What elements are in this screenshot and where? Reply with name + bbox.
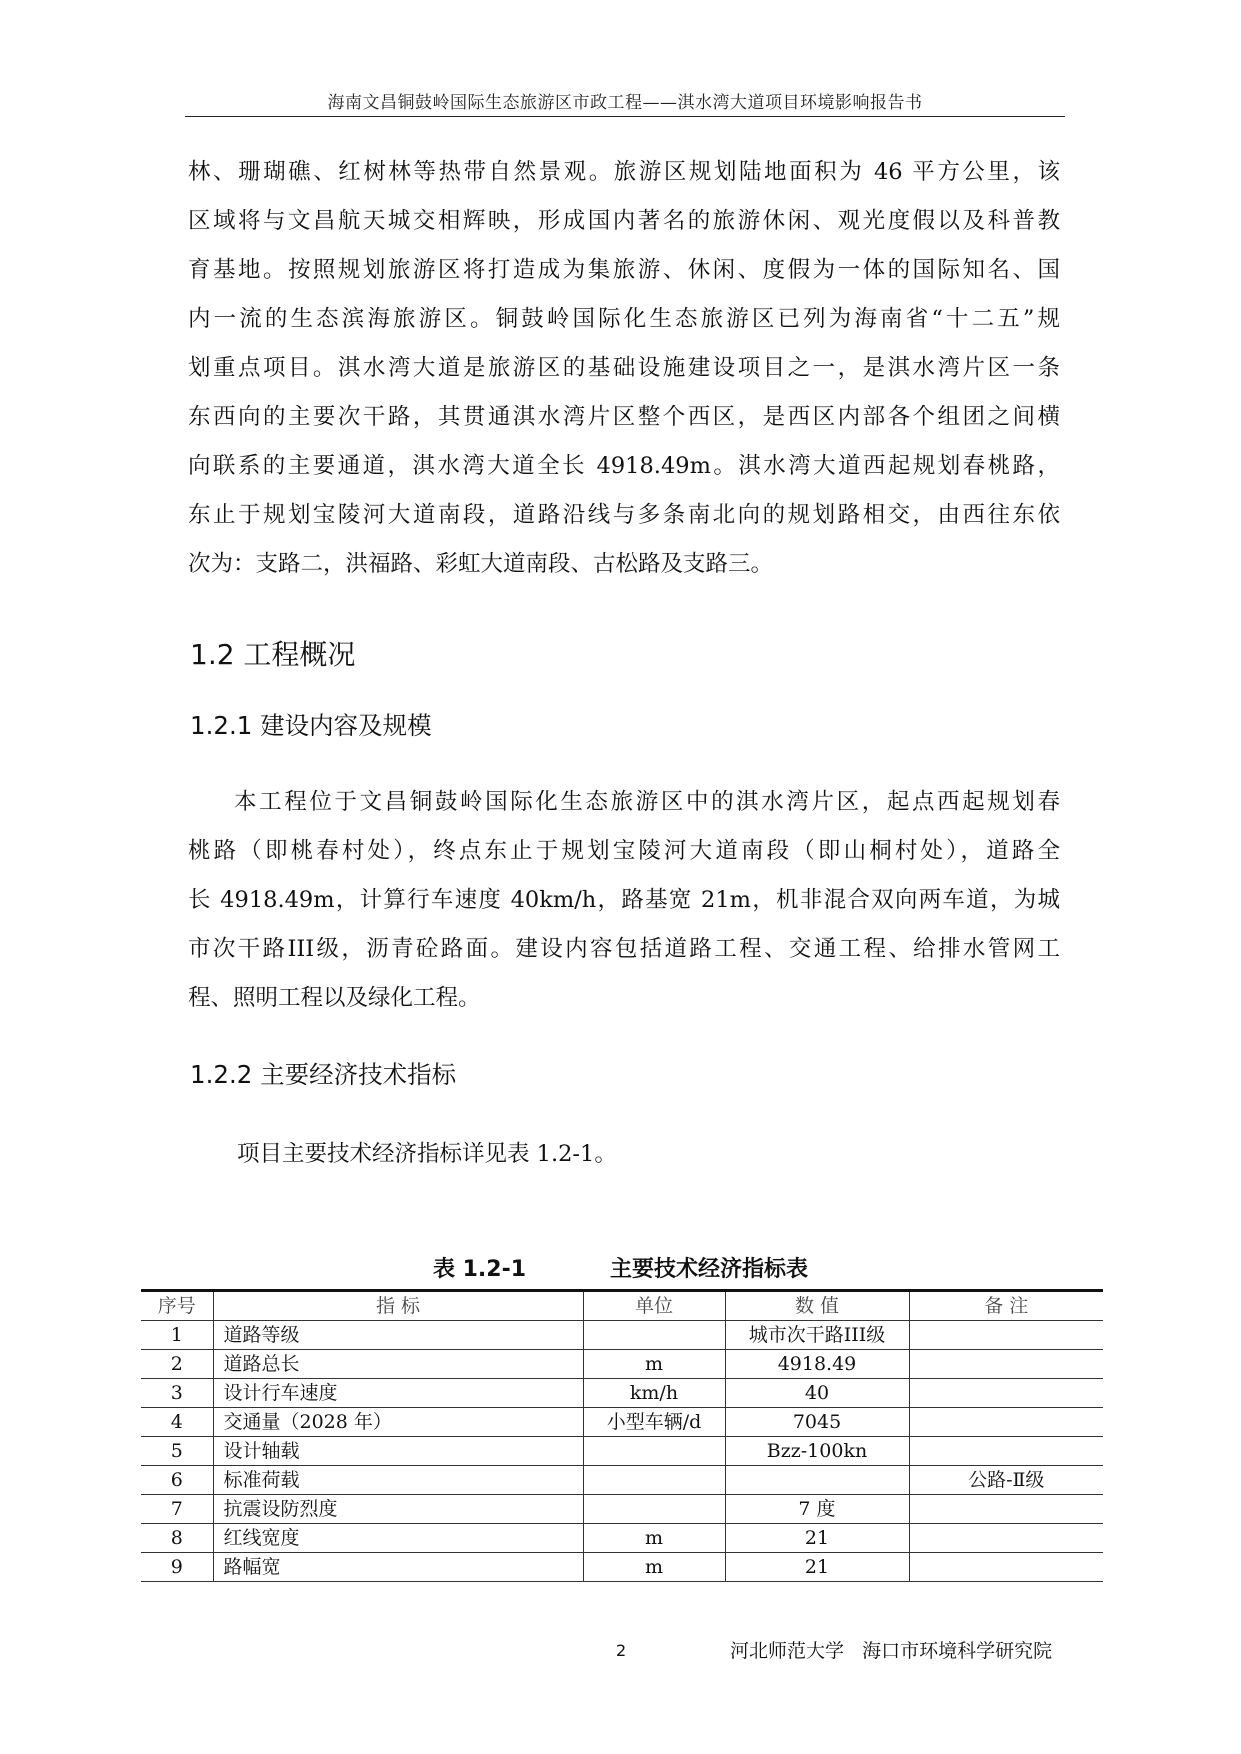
- cell-remark: [909, 1321, 1103, 1350]
- table-row: [141, 1524, 1103, 1553]
- cell-remark: [909, 1408, 1103, 1437]
- cell-no: 6: [141, 1466, 213, 1495]
- cell-no: 2: [141, 1350, 213, 1379]
- intro-line: 次为：支路二，洪福路、彩虹大道南段、古松路及支路三。: [188, 551, 774, 577]
- construction-paragraph: [188, 778, 1060, 1023]
- cell-no: 7: [141, 1495, 213, 1524]
- cell-indicator: 标准荷载: [213, 1466, 583, 1495]
- cell-value: [725, 1466, 909, 1495]
- cell-indicator: 道路等级: [213, 1321, 583, 1350]
- table-row: [141, 1495, 1103, 1524]
- footer-organization: 河北师范大学 海口市环境科学研究院: [730, 1640, 1053, 1662]
- indicator-intro: [237, 1130, 1057, 1179]
- cell-remark: [909, 1379, 1103, 1408]
- cell-unit: [583, 1466, 725, 1495]
- header-cell-value: 数 值: [725, 1291, 909, 1321]
- intro-line: 东止于规划宝陵河大道南段，道路沿线与多条南北向的规划路相交，由西往东依: [188, 502, 1060, 528]
- header-cell-unit: 单位: [583, 1291, 725, 1321]
- running-header: 海南文昌铜鼓岭国际生态旅游区市政工程——淇水湾大道项目环境影响报告书: [327, 93, 923, 113]
- intro-line: 划重点项目。淇水湾大道是旅游区的基础设施建设项目之一，是淇水湾片区一条: [188, 355, 1060, 381]
- header-cell-indicator: 指 标: [213, 1291, 583, 1321]
- table-row: [141, 1437, 1103, 1466]
- cell-remark: [909, 1495, 1103, 1524]
- construction-line: 市次干路III级，沥青砼路面。建设内容包括道路工程、交通工程、给排水管网工: [188, 936, 1060, 962]
- table-row: [141, 1379, 1103, 1408]
- intro-line: 内一流的生态滨海旅游区。铜鼓岭国际化生态旅游区已列为海南省“十二五”规: [188, 306, 1060, 332]
- cell-remark: 公路-Ⅱ级: [909, 1466, 1103, 1495]
- cell-unit: [583, 1437, 725, 1466]
- cell-value: 城市次干路III级: [725, 1321, 909, 1350]
- table-caption-title: 主要技术经济指标表: [610, 1257, 809, 1282]
- intro-line: 区域将与文昌航天城交相辉映，形成国内著名的旅游休闲、观光度假以及科普教: [188, 208, 1060, 234]
- cell-remark: [909, 1524, 1103, 1553]
- cell-value: 40: [725, 1379, 909, 1408]
- construction-line: 程、照明工程以及绿化工程。: [188, 985, 481, 1011]
- cell-unit: [583, 1495, 725, 1524]
- cell-remark: [909, 1553, 1103, 1582]
- table-header-row: [141, 1291, 1103, 1321]
- indicator-intro-line: 项目主要技术经济指标详见表 1.2-1。: [237, 1141, 617, 1167]
- table-row: [141, 1408, 1103, 1437]
- page-number: 2: [616, 1641, 627, 1660]
- construction-line: 本工程位于文昌铜鼓岭国际化生态旅游区中的淇水湾片区，起点西起规划春: [234, 789, 1060, 815]
- cell-value: 4918.49: [725, 1350, 909, 1379]
- cell-indicator: 抗震设防烈度: [213, 1495, 583, 1524]
- cell-no: 9: [141, 1553, 213, 1582]
- header-rule: [185, 116, 1065, 117]
- table-row: [141, 1553, 1103, 1582]
- cell-unit: m: [583, 1524, 725, 1553]
- cell-value: 21: [725, 1553, 909, 1582]
- cell-unit: km/h: [583, 1379, 725, 1408]
- section-heading-1-2-2: 1.2.2 主要经济技术指标: [190, 1060, 457, 1089]
- table-row: [141, 1350, 1103, 1379]
- cell-no: 3: [141, 1379, 213, 1408]
- cell-unit: [583, 1321, 725, 1350]
- cell-no: 8: [141, 1524, 213, 1553]
- cell-indicator: 设计行车速度: [213, 1379, 583, 1408]
- cell-indicator: 道路总长: [213, 1350, 583, 1379]
- intro-line: 东西向的主要次干路，其贯通淇水湾片区整个西区，是西区内部各个组团之间横: [188, 404, 1060, 430]
- cell-value: 7 度: [725, 1495, 909, 1524]
- cell-indicator: 红线宽度: [213, 1524, 583, 1553]
- intro-line: 向联系的主要通道，淇水湾大道全长 4918.49m。淇水湾大道西起规划春桃路，: [188, 453, 1060, 479]
- cell-value: Bzz-100kn: [725, 1437, 909, 1466]
- table-caption-number: 表 1.2-1: [432, 1257, 527, 1282]
- intro-line: 林、珊瑚礁、红树林等热带自然景观。旅游区规划陆地面积为 46 平方公里，该: [188, 159, 1060, 185]
- construction-line: 桃路（即桃春村处），终点东止于规划宝陵河大道南段（即山桐村处），道路全: [188, 838, 1060, 864]
- header-cell-remark: 备 注: [909, 1291, 1103, 1321]
- indicator-table: [141, 1289, 1103, 1582]
- table-row: [141, 1321, 1103, 1350]
- cell-indicator: 设计轴载: [213, 1437, 583, 1466]
- section-heading-1-2-1: 1.2.1 建设内容及规模: [190, 711, 432, 740]
- cell-no: 5: [141, 1437, 213, 1466]
- cell-indicator: 交通量（2028 年）: [213, 1408, 583, 1437]
- section-heading-1-2: 1.2 工程概况: [190, 638, 356, 671]
- intro-line: 育基地。按照规划旅游区将打造成为集旅游、休闲、度假为一体的国际知名、国: [188, 257, 1060, 283]
- table-caption: [0, 1252, 1241, 1283]
- cell-unit: m: [583, 1553, 725, 1582]
- cell-unit: m: [583, 1350, 725, 1379]
- cell-no: 4: [141, 1408, 213, 1437]
- cell-remark: [909, 1437, 1103, 1466]
- cell-unit: 小型车辆/d: [583, 1408, 725, 1437]
- cell-remark: [909, 1350, 1103, 1379]
- header-cell-no: 序号: [141, 1291, 213, 1321]
- cell-value: 7045: [725, 1408, 909, 1437]
- cell-indicator: 路幅宽: [213, 1553, 583, 1582]
- construction-line: 长 4918.49m，计算行车速度 40km/h，路基宽 21m，机非混合双向两车道，为城: [188, 887, 1060, 913]
- table-row: [141, 1466, 1103, 1495]
- cell-value: 21: [725, 1524, 909, 1553]
- cell-no: 1: [141, 1321, 213, 1350]
- intro-paragraph: [188, 148, 1060, 589]
